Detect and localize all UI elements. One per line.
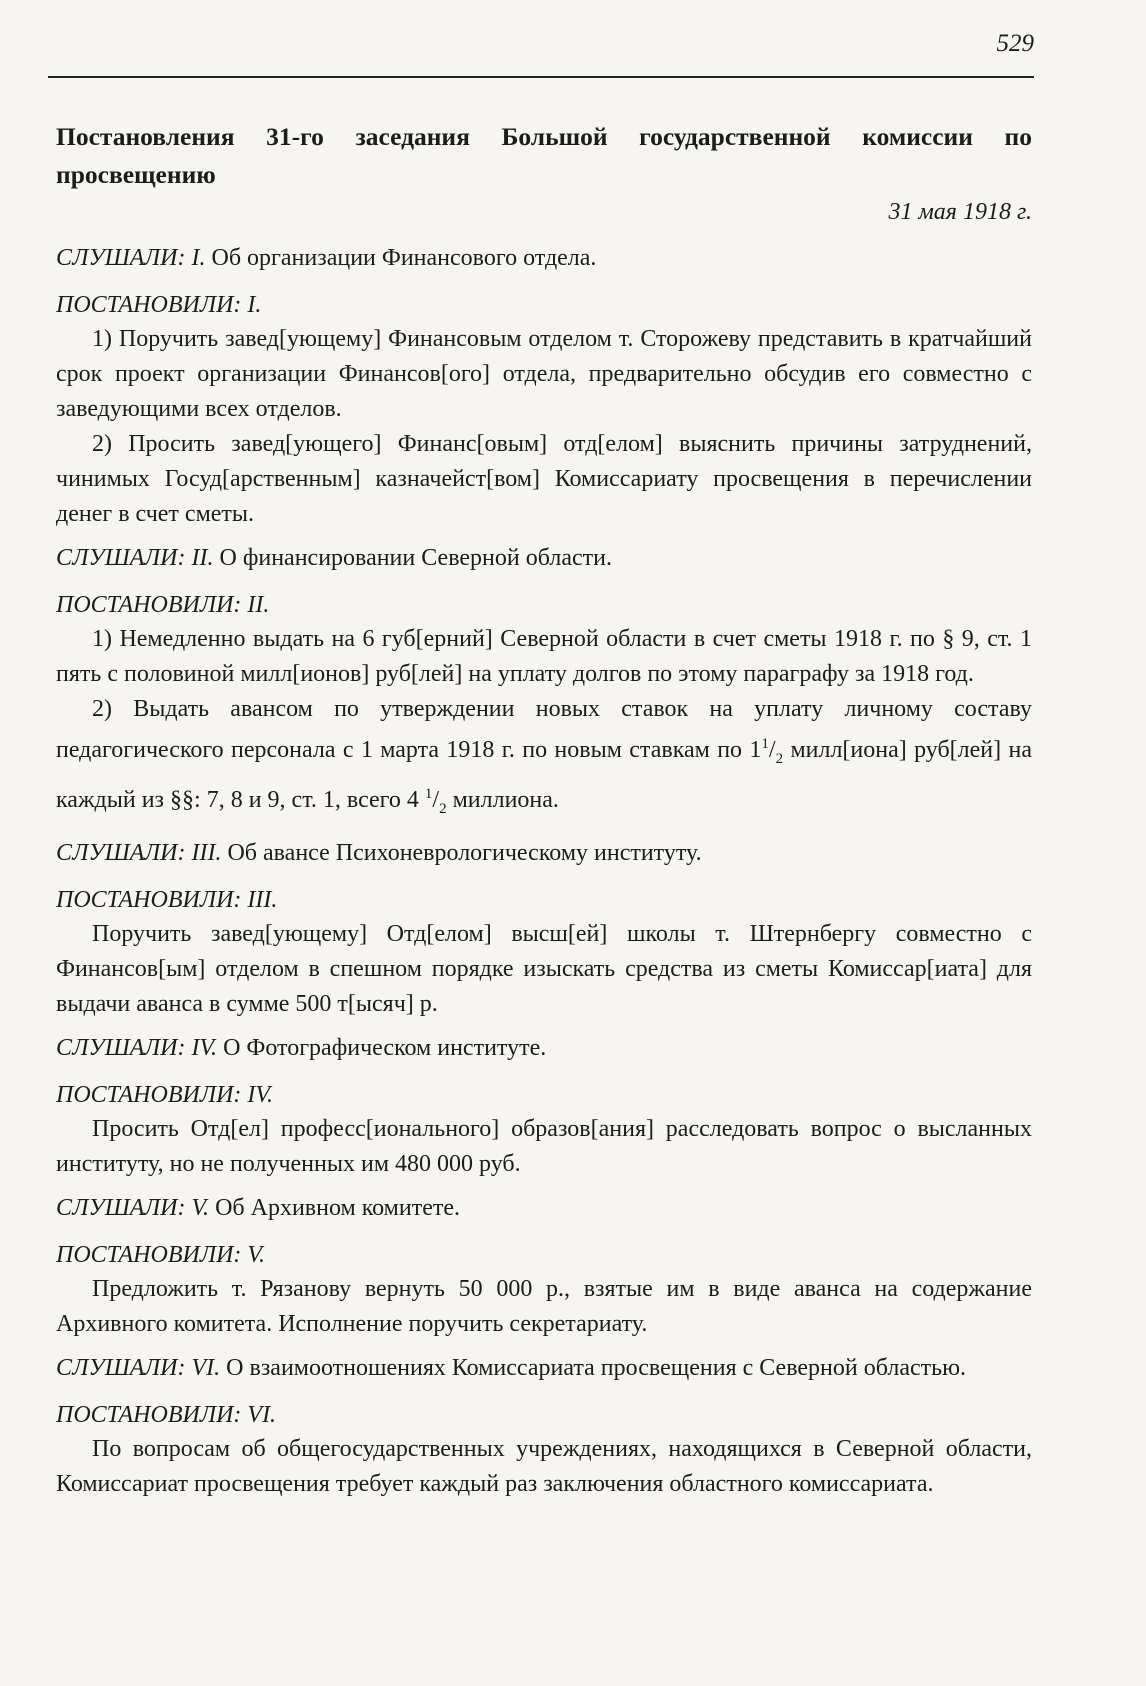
heard-line [56, 835, 1032, 871]
heard-label: СЛУШАЛИ: I. [56, 245, 206, 271]
resolution-item: Просить Отд[ел] професс[ионального] образов[ания] расследовать вопрос о высланных институту, но не полученных им 480 000 руб. [56, 1115, 1032, 1177]
section-5 [56, 1190, 1032, 1342]
heard-line [56, 1190, 1032, 1226]
heard-text: Об организации Финансового отдела. [211, 245, 597, 271]
resolution-item: 2) Просить завед[ующего] Финанс[овым] отд[елом] выяснить причины затруднений, чинимых Госуд[арственным] казначейст[вом] Комиссариату просвещения в перечислении денег в счет сметы. [56, 431, 1032, 527]
page-number: 529 [996, 30, 1034, 57]
section-6 [56, 1350, 1032, 1502]
resolution-item-fractions [56, 692, 1032, 827]
heard-line [56, 240, 1032, 276]
fraction-text-before: 2) Выдать авансом по утверждении новых ставок на уплату личному составу педагогического персонала с 1 марта 1918 г. по новым ставкам по 1 [56, 696, 1032, 763]
section-1 [56, 240, 1032, 532]
resolution-item: По вопросам об общегосударственных учреждениях, находящихся в Северной области, Комиссариат просвещения требует каждый раз заключения областного комиссариата. [56, 1435, 1032, 1497]
resolution-item: Поручить завед[ующему] Отд[елом] высш[ей] школы т. Штернбергу совместно с Финансов[ым] отделом в спешном порядке изыскать средства из сметы Комиссар[иата] для выдачи аванса в сумме 500 т[ысяч] р. [56, 920, 1032, 1017]
resolution-item: 1) Немедленно выдать на 6 губ[ерний] Северной области в счет сметы 1918 г. по § 9, ст. 1 пять с половиной милл[ионов] руб[лей] на уплату долгов по этому параграфу за 1918 год. [56, 626, 1032, 687]
resolution-item: Предложить т. Рязанову вернуть 50 000 р., взятые им в виде аванса на содержание Архивного комитета. Исполнение поручить секретариату. [56, 1275, 1032, 1337]
section-4 [56, 1030, 1032, 1182]
heard-label: СЛУШАЛИ: V. [56, 1194, 210, 1221]
fraction-text-between: милл[иона] руб[лей] на каждый из §§: 7, 8 и 9, ст. 1, всего 4 [56, 737, 1032, 813]
heard-line [56, 1030, 1032, 1066]
document-title: Постановления 31-го заседания Большой государственной комиссии по просвещению [56, 122, 1032, 189]
heard-line [56, 1350, 1032, 1386]
header-rule [48, 76, 1034, 78]
heard-text: О финансировании Северной области. [219, 545, 612, 571]
resolution-item: 1) Поручить завед[ующему] Финансовым отделом т. Сторожеву представить в кратчайший срок проект организации Финансов[ого] отдела, предварительно обсудив его совместно с заведующими всех отделов. [56, 326, 1032, 422]
fraction-numerator: 1 [761, 736, 769, 752]
document-body [56, 118, 1032, 1510]
fraction-one-half: $^1/_2$ [424, 785, 447, 817]
decided-label: ПОСТАНОВИЛИ: V. [56, 1241, 265, 1268]
section-3 [56, 835, 1032, 1022]
heard-text: О Фотографическом институте. [223, 1034, 547, 1061]
decided-label: ПОСТАНОВИЛИ: I. [56, 292, 262, 318]
heard-label: СЛУШАЛИ: VI. [56, 1354, 221, 1381]
heard-text: О взаимоотношениях Комиссариата просвещения с Северной областью. [226, 1354, 966, 1381]
fraction-numerator: 1 [424, 785, 433, 802]
heard-label: СЛУШАЛИ: IV. [56, 1034, 218, 1061]
document-date: 31 мая 1918 г. [888, 199, 1032, 225]
heard-label: СЛУШАЛИ: III. [56, 839, 222, 866]
heard-line [56, 540, 1032, 576]
decided-label: ПОСТАНОВИЛИ: IV. [56, 1081, 273, 1108]
decided-label: ПОСТАНОВИЛИ: III. [56, 886, 278, 913]
heard-label: СЛУШАЛИ: II. [56, 545, 214, 571]
decided-label: ПОСТАНОВИЛИ: VI. [56, 1401, 277, 1428]
heard-text: Об авансе Психоневрологическому институту. [227, 839, 702, 866]
fraction-denominator: 2 [775, 750, 784, 767]
fraction-denominator: 2 [439, 800, 447, 817]
fraction-one-half: $^1/_2$ [761, 736, 784, 767]
decided-label: ПОСТАНОВИЛИ: II. [56, 592, 270, 618]
heard-text: Об Архивном комитете. [215, 1194, 460, 1221]
section-2 [56, 540, 1032, 827]
fraction-text-after: миллиона. [446, 786, 559, 813]
